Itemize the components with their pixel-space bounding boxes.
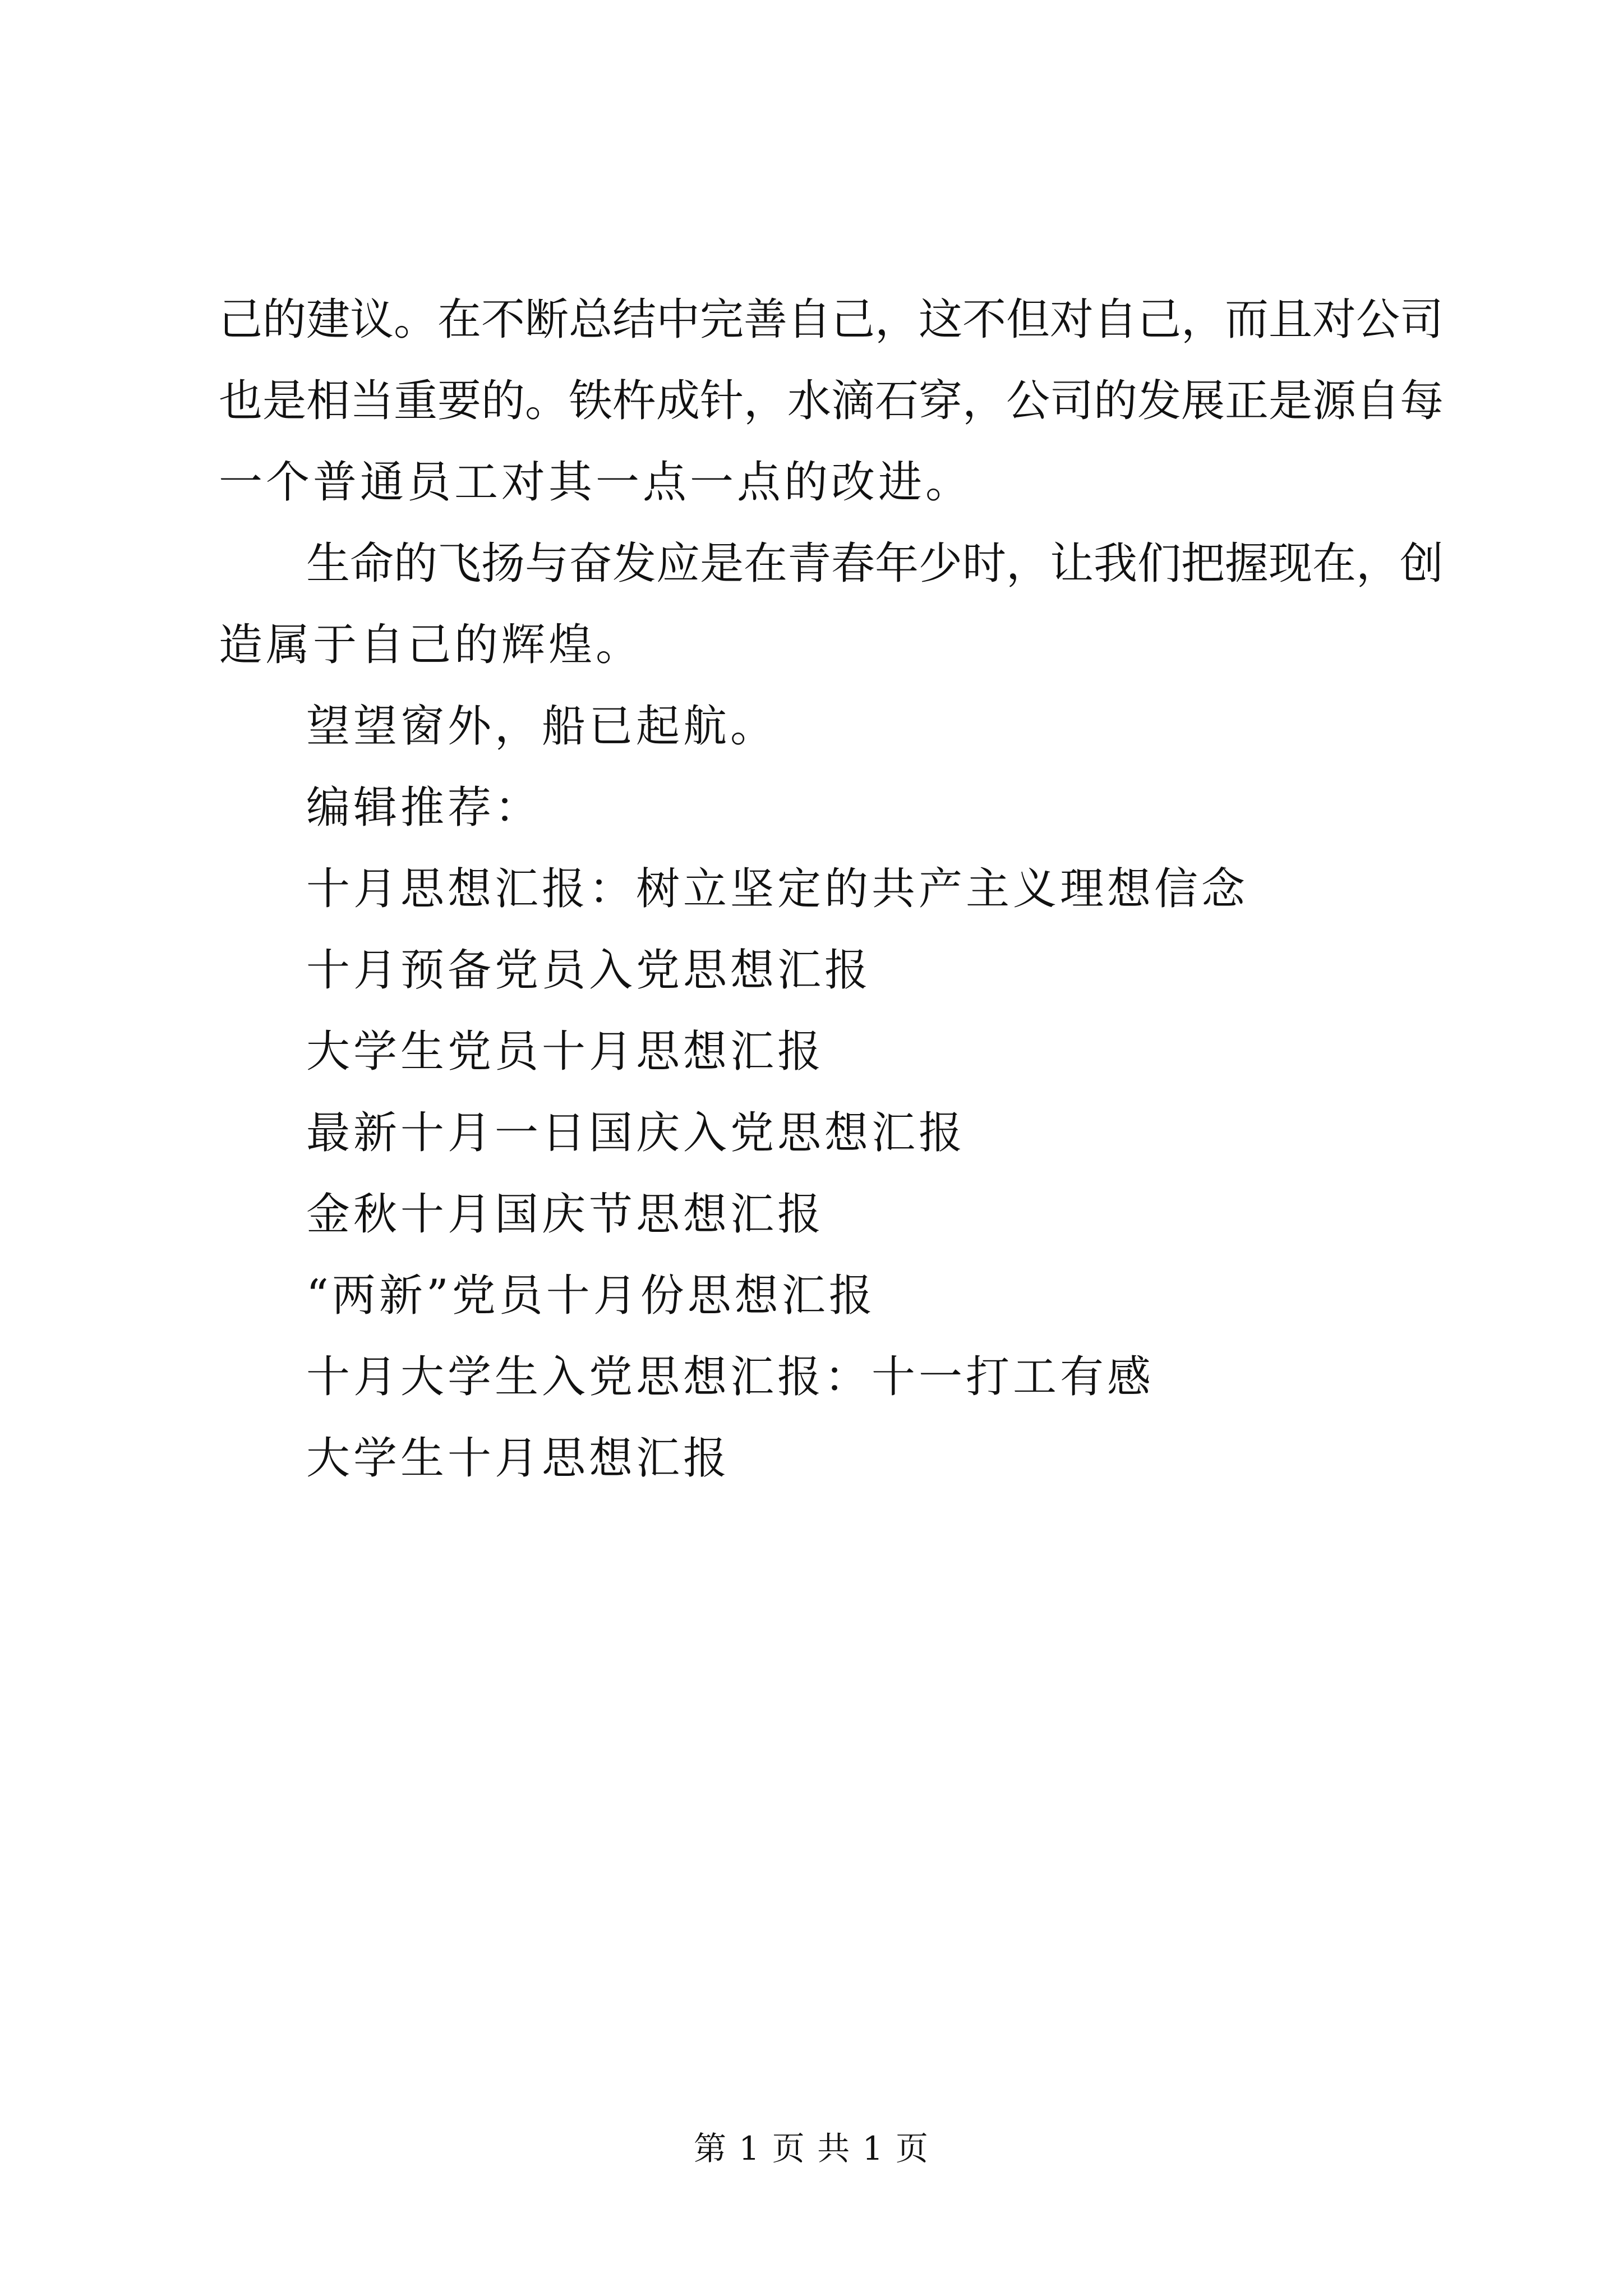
- recommended-link-1[interactable]: 十月思想汇报：树立坚定的共产主义理想信念: [306, 864, 1249, 914]
- paragraph-1-line-1: 己的建议。在不断总结中完善自己，这不但对自己，而且对公司: [219, 295, 1444, 345]
- paragraph-3: 望望窗外，船已起航。: [306, 701, 778, 752]
- recommended-link-4[interactable]: 最新十月一日国庆入党思想汇报: [306, 1108, 966, 1158]
- recommended-link-3[interactable]: 大学生党员十月思想汇报: [306, 1027, 825, 1077]
- recommended-link-7[interactable]: 十月大学生入党思想汇报：十一打工有感: [306, 1352, 1155, 1402]
- paragraph-2-line-2: 造属于自己的辉煌。: [219, 620, 643, 670]
- paragraph-1-line-2: 也是相当重要的。铁杵成针，水滴石穿，公司的发展正是源自每: [219, 376, 1444, 426]
- recommended-heading: 编辑推荐：: [306, 783, 542, 833]
- recommended-link-8[interactable]: 大学生十月思想汇报: [306, 1433, 731, 1484]
- paragraph-1-line-3: 一个普通员工对其一点一点的改进。: [219, 457, 973, 508]
- paragraph-2-line-1: 生命的飞扬与奋发应是在青春年少时，让我们把握现在，创: [306, 539, 1444, 589]
- recommended-link-6[interactable]: “两新”党员十月份思想汇报: [306, 1271, 876, 1321]
- recommended-link-2[interactable]: 十月预备党员入党思想汇报: [306, 945, 872, 996]
- page-number-footer: 第 1 页 共 1 页: [694, 2129, 929, 2168]
- recommended-link-5[interactable]: 金秋十月国庆节思想汇报: [306, 1189, 825, 1240]
